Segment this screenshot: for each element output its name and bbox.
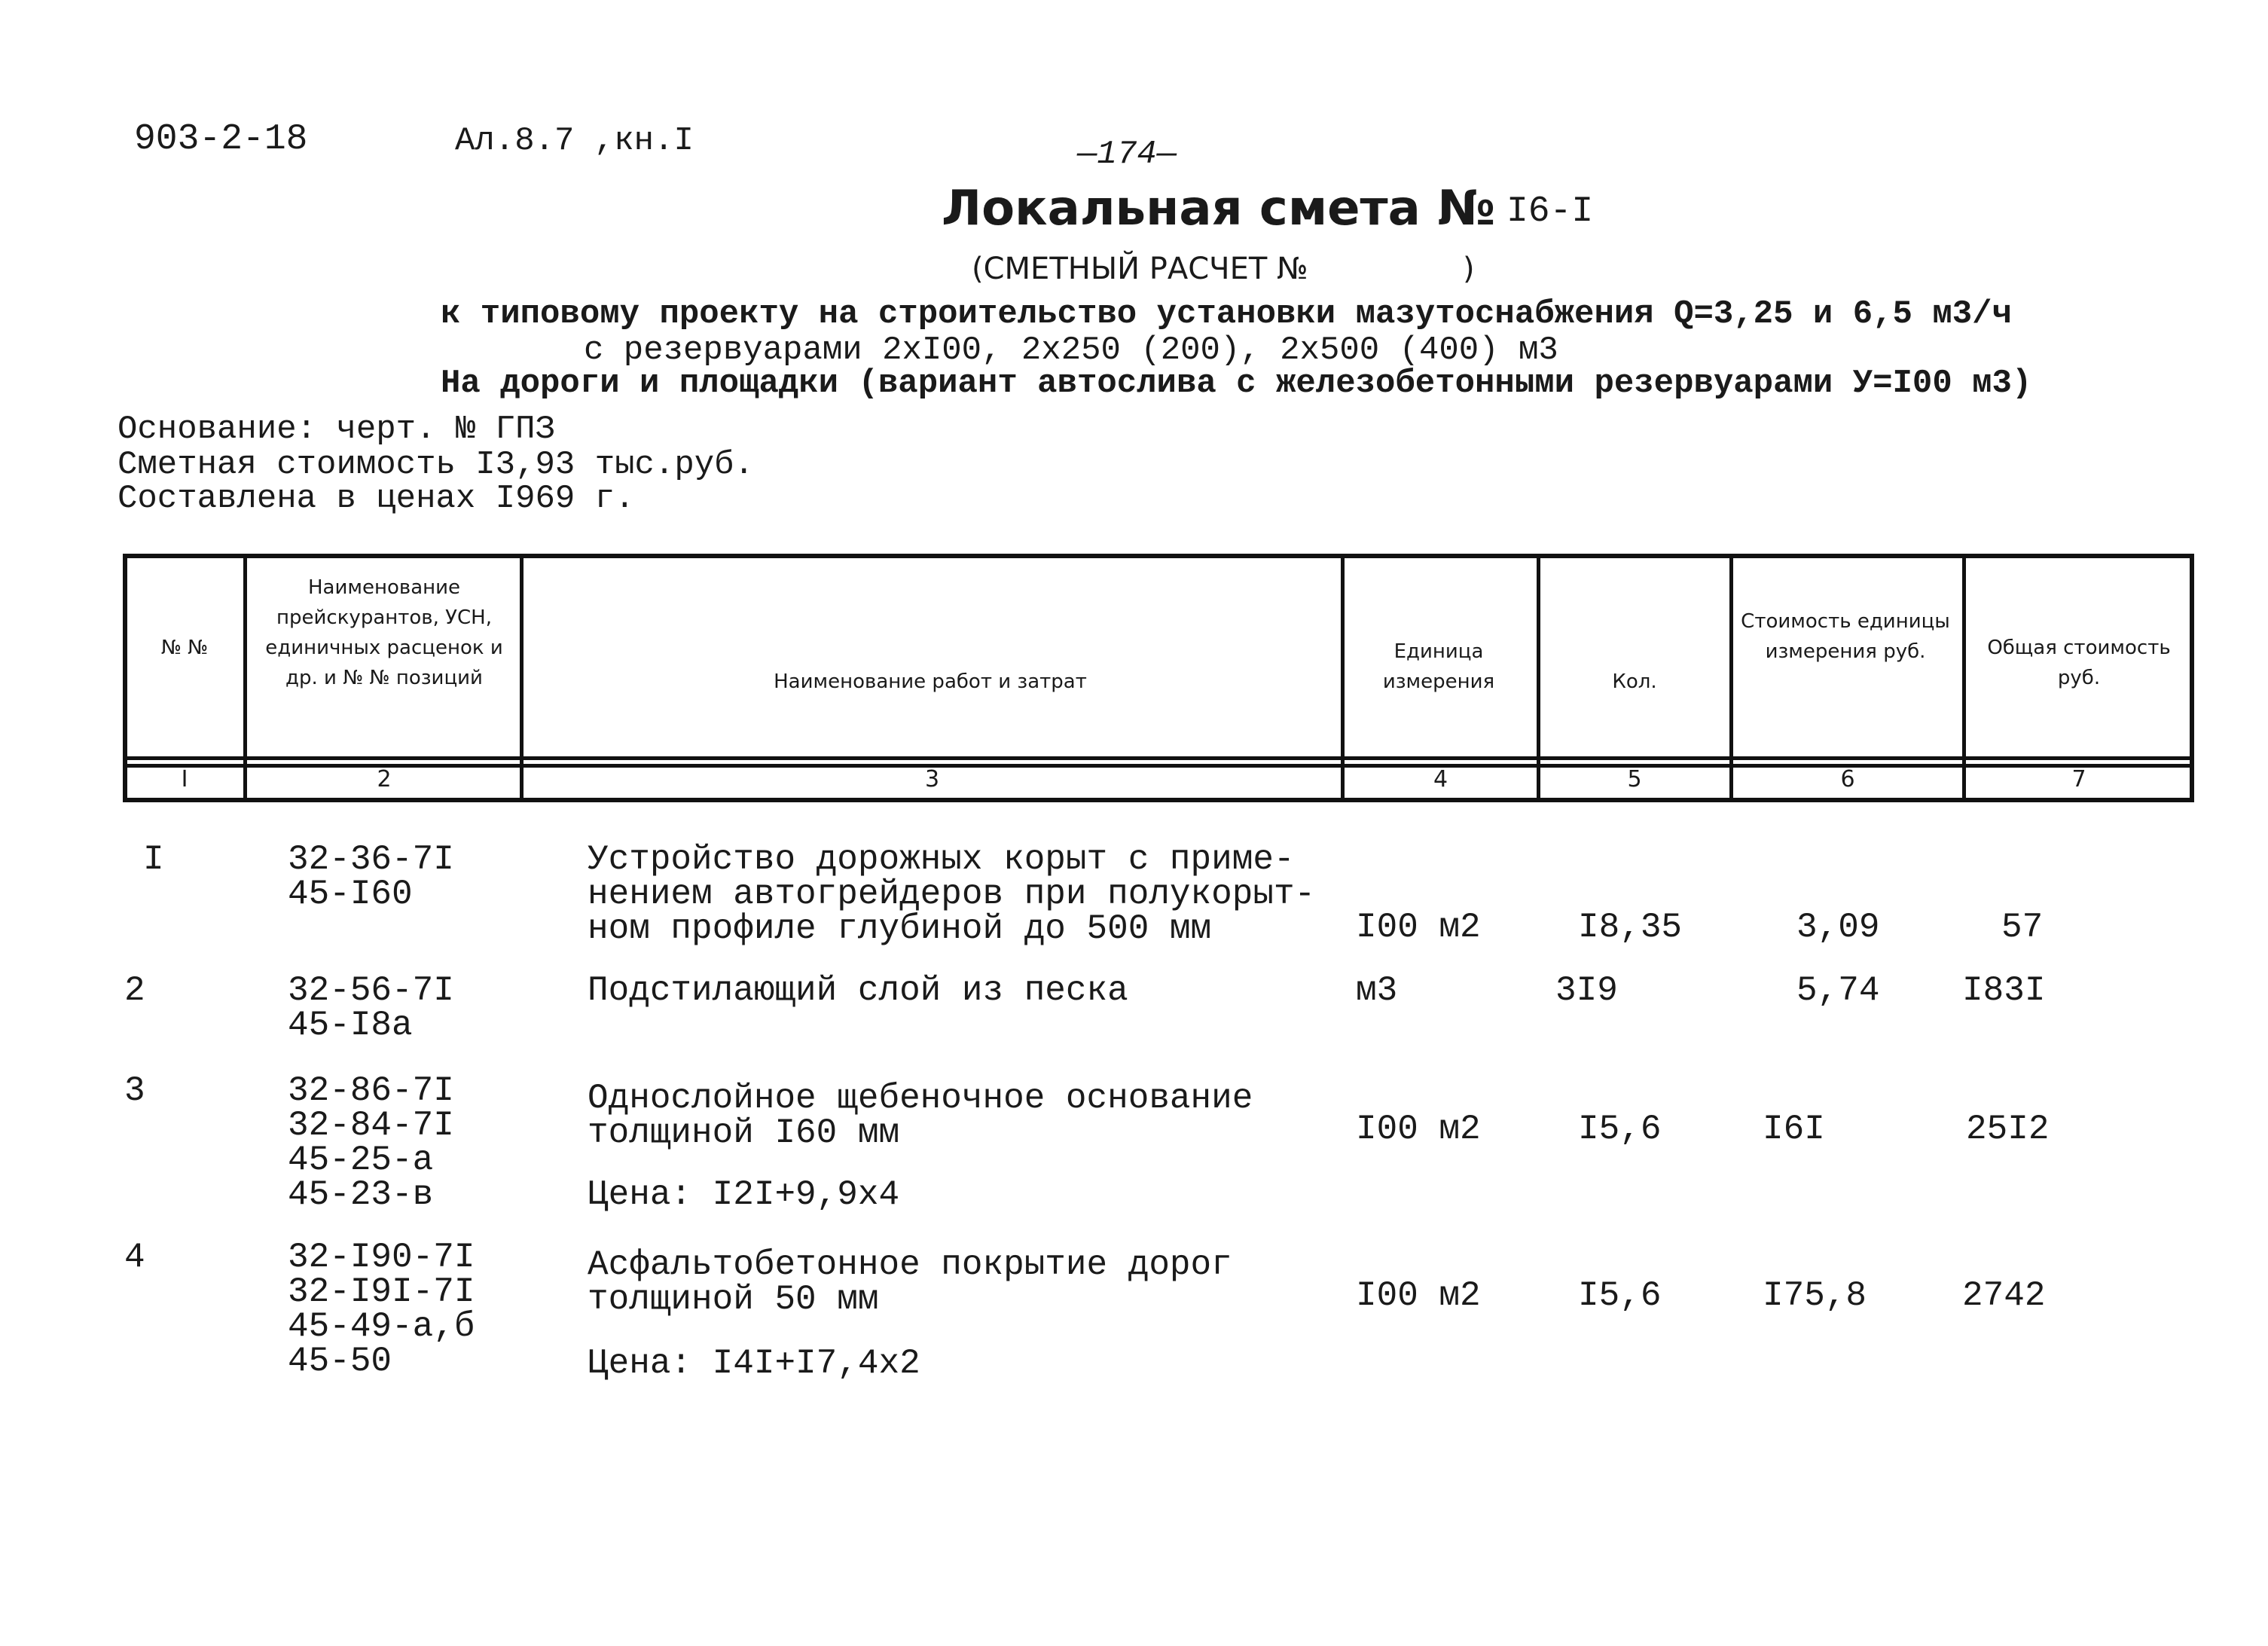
header-col-7: Общая стоимость руб. [1987, 637, 2171, 689]
row-number: 3 [124, 1071, 145, 1110]
subtitle-close: ) [1463, 252, 1475, 286]
column-number: 5 [1627, 766, 1642, 792]
column-number: I [181, 766, 188, 792]
album-reference: Ал.8.7 ,кн.I [455, 122, 694, 160]
row-unit-cost: I75,8 [1763, 1276, 1867, 1315]
row-codes: 32-36-7I 45-I60 [288, 840, 454, 914]
project-line-2: с резервуарами 2хI00, 2х250 (200), 2х500 (400) м3 [584, 331, 1558, 369]
row-quantity: 3I9 [1555, 971, 1618, 1010]
row-unit-cost: 3,09 [1796, 908, 1880, 947]
prices-line: Составлена в ценах I969 г. [118, 480, 635, 518]
row-number: 4 [124, 1238, 145, 1277]
row-unit: м3 [1356, 971, 1398, 1010]
header-col-2: Наименование прейскурантов, УСН, единичных расценок и др. и № № позиций [265, 576, 503, 689]
column-divider [1341, 554, 1345, 802]
row-quantity: I5,6 [1578, 1110, 1662, 1149]
row-description: Устройство дорожных корыт с приме- нением автогрейдеров при полукорыт- ном профиле глубиной до 500 мм [588, 840, 1316, 948]
document-code: 903-2-18 [134, 119, 308, 160]
basis-line: Основание: черт. № ГПЗ [118, 411, 555, 448]
row-price-note: Цена: I4I+I7,4х2 [588, 1344, 920, 1383]
row-total: 25I2 [1966, 1110, 2050, 1149]
row-codes: 32-56-7I 45-I8а [288, 971, 454, 1045]
row-number: 2 [124, 971, 145, 1010]
row-description: Однослойное щебеночное основание толщиной I60 мм [588, 1079, 1253, 1153]
row-quantity: I5,6 [1578, 1276, 1662, 1315]
row-quantity: I8,35 [1578, 908, 1683, 947]
row-codes: 32-86-7I 32-84-7I 45-25-а 45-23-в [288, 1071, 454, 1214]
column-divider [1537, 554, 1540, 802]
row-unit-cost: I6I [1763, 1110, 1825, 1149]
row-total: I83I [1962, 971, 2046, 1010]
column-number: 4 [1433, 766, 1448, 792]
header-col-4: Единица измерения [1382, 640, 1495, 693]
header-col-6: Стоимость единицы измерения руб. [1741, 610, 1950, 663]
table-divider [123, 756, 2194, 760]
project-line-1: к типовому проекту на строительство установки мазутоснабжения Q=3,25 и 6,5 м3/ч [441, 295, 2012, 333]
cost-line: Сметная стоимость I3,93 тыс.руб. [118, 446, 754, 484]
header-col-1: № № [160, 637, 209, 659]
row-description: Подстилающий слой из песка [588, 971, 1128, 1010]
column-number: 3 [924, 766, 940, 792]
row-total: 57 [2001, 908, 2044, 947]
row-unit: I00 м2 [1356, 1110, 1481, 1149]
calculation-subtitle: (СМЕТНЫЙ РАСЧЕТ № [972, 252, 1308, 286]
row-unit: I00 м2 [1356, 908, 1481, 947]
page-title: Локальная смета № [942, 181, 1496, 237]
column-number: 6 [1840, 766, 1855, 792]
header-col-3: Наименование работ и затрат [774, 670, 1087, 693]
column-divider [1729, 554, 1733, 802]
project-line-3: На дороги и площадки (вариант автослива с железобетонными резервуарами У=I00 м3) [441, 365, 2032, 402]
column-divider [243, 554, 247, 802]
row-number: I [143, 840, 164, 879]
column-number: 2 [377, 766, 392, 792]
row-codes: 32-I90-7I 32-I9I-7I 45-49-а,б 45-50 [288, 1238, 475, 1381]
row-price-note: Цена: I2I+9,9х4 [588, 1175, 900, 1214]
header-col-5: Кол. [1612, 670, 1657, 693]
row-unit-cost: 5,74 [1796, 971, 1880, 1010]
column-divider [520, 554, 524, 802]
row-description: Асфальтобетонное покрытие дорог толщиной 50 мм [588, 1245, 1232, 1319]
row-unit: I00 м2 [1356, 1276, 1481, 1315]
column-number: 7 [2071, 766, 2086, 792]
column-divider [1962, 554, 1966, 802]
row-total: 2742 [1962, 1276, 2046, 1315]
page-number: —174— [1077, 136, 1177, 173]
estimate-number: I6-I [1506, 191, 1594, 232]
